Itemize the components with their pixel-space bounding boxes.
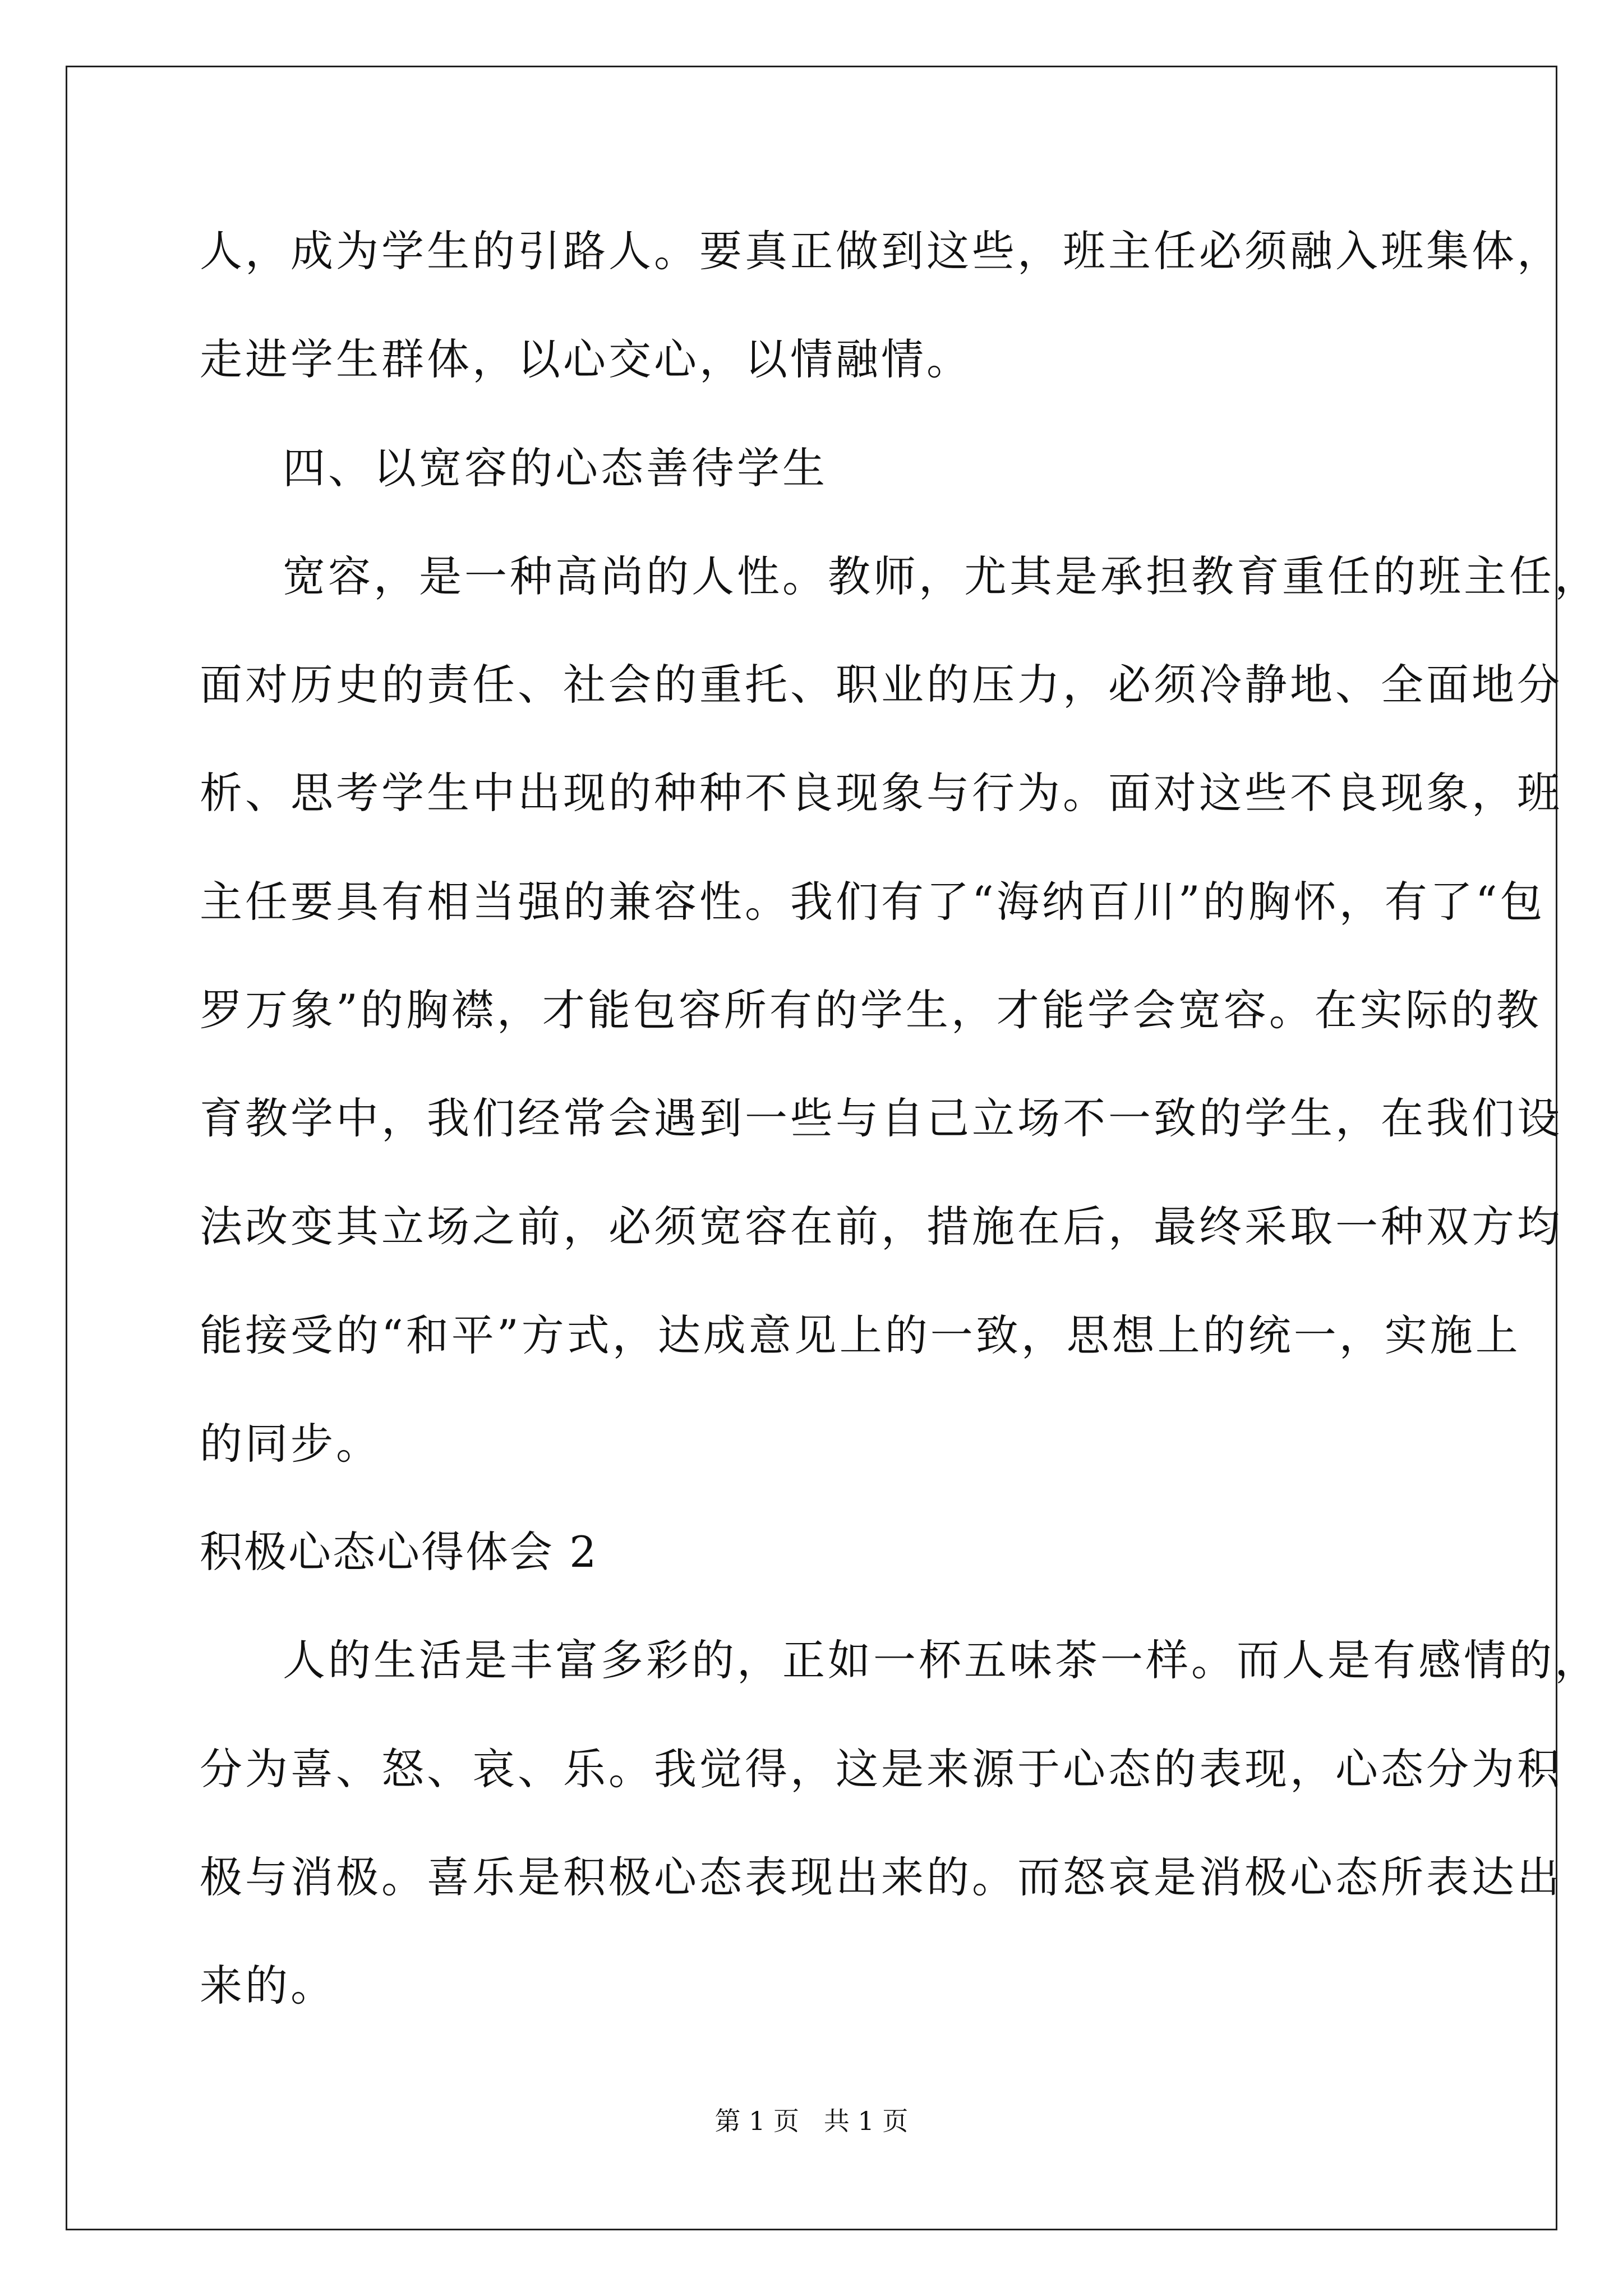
text-line: 人，成为学生的引路人。要真正做到这些，班主任必须融入班集体， xyxy=(200,226,1562,276)
text-line: 宽容，是一种高尚的人性。教师，尤其是承担教育重任的班主任， xyxy=(283,551,1600,601)
article-title: 积极心态心得体会 2 xyxy=(200,1527,598,1577)
text-line: 主任要具有相当强的兼容性。我们有了“海纳百川”的胸怀，有了“包 xyxy=(200,877,1546,927)
text-line: 法改变其立场之前，必须宽容在前，措施在后，最终采取一种双方均 xyxy=(200,1202,1562,1251)
text-line: 罗万象”的胸襟，才能包容所有的学生，才能学会宽容。在实际的教 xyxy=(200,985,1542,1035)
text-line: 极与消极。喜乐是积极心态表现出来的。而怒哀是消极心态所表达出 xyxy=(200,1852,1562,1902)
text-line: 分为喜、怒、哀、乐。我觉得，这是来源于心态的表现，心态分为积 xyxy=(200,1744,1562,1794)
text-line: 走进学生群体，以心交心，以情融情。 xyxy=(200,334,972,384)
section-heading: 四、以宽容的心态善待学生 xyxy=(283,443,828,493)
page-frame xyxy=(66,66,1557,2230)
text-line: 的同步。 xyxy=(200,1419,381,1469)
text-line: 人的生活是丰富多彩的，正如一杯五味茶一样。而人是有感情的， xyxy=(283,1635,1600,1685)
text-line: 育教学中，我们经常会遇到一些与自己立场不一致的学生，在我们设 xyxy=(200,1093,1562,1143)
text-line: 能接受的“和平”方式，达成意见上的一致，思想上的统一，实施上 xyxy=(200,1310,1521,1360)
text-line: 析、思考学生中出现的种种不良现象与行为。面对这些不良现象，班 xyxy=(200,768,1562,818)
text-line: 面对历史的责任、社会的重托、职业的压力，必须冷静地、全面地分 xyxy=(200,660,1562,710)
text-line: 来的。 xyxy=(200,1961,336,2010)
page-number-footer: 第 1 页 共 1 页 xyxy=(714,2106,909,2136)
